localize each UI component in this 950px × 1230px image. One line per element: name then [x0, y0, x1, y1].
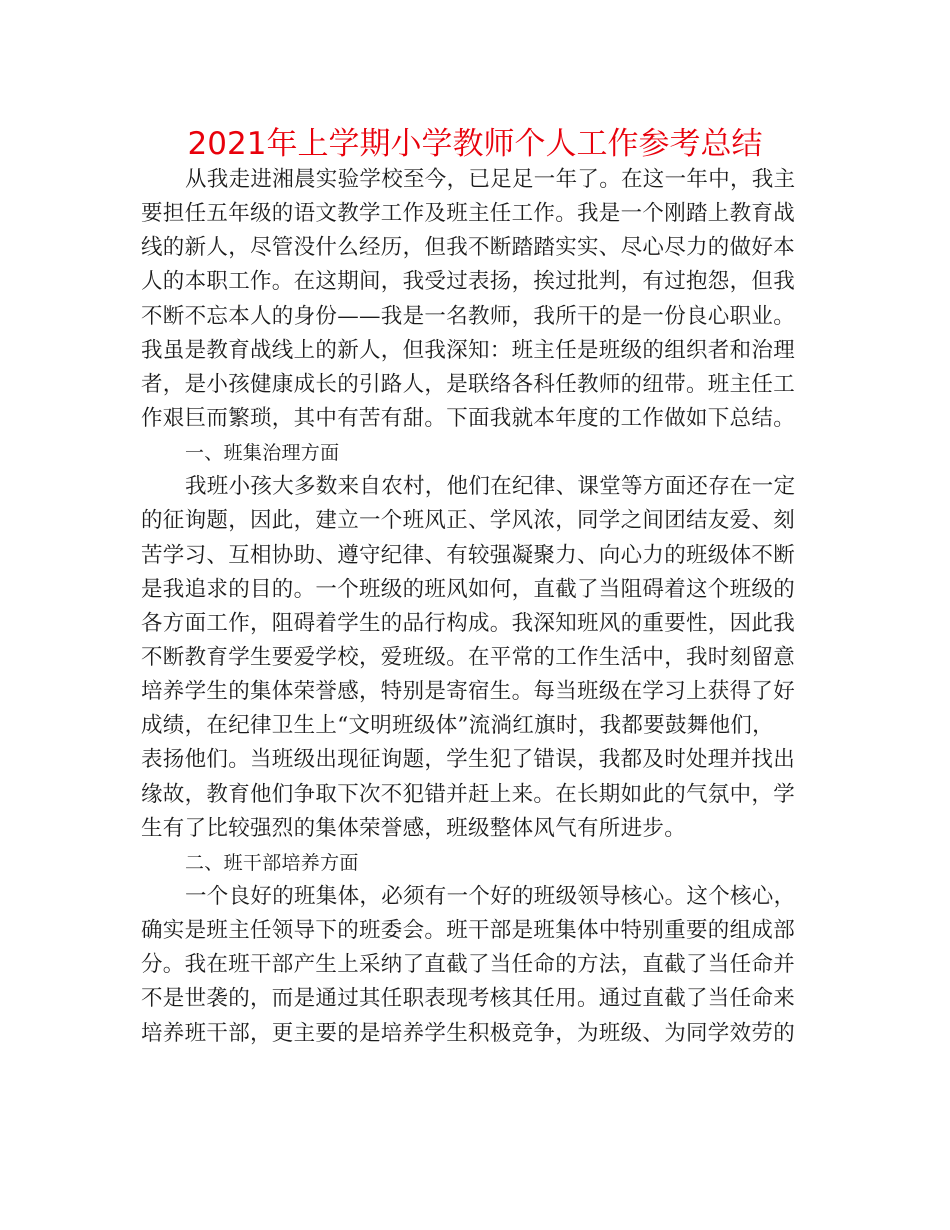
body-text-line: 作艰巨而繁琐，其中有苦有甜。下面我就本年度的工作做如下总结。: [141, 405, 796, 431]
body-text-line: 的征询题，因此，建立一个班风正、学风浓，同学之间团结友爱、刻: [141, 508, 796, 534]
section-heading: 一、班集治理方面: [185, 442, 340, 465]
body-text-line: 分。我在班干部产生上采纳了直截了当任命的方法，直截了当任命并: [141, 952, 796, 978]
body-text-line: 确实是班主任领导下的班委会。班干部是班集体中特别重要的组成部: [141, 918, 796, 944]
body-text-line: 生有了比较强烈的集体荣誉感，班级整体风气有所进步。: [141, 815, 687, 841]
body-text-line: 不是世袭的，而是通过其任职表现考核其任用。通过直截了当任命来: [141, 986, 796, 1012]
body-text-line: 各方面工作，阻碍着学生的品行构成。我深知班风的重要性，因此我: [141, 610, 796, 636]
body-text-line: 缘故，教育他们争取下次不犯错并赶上来。在长期如此的气氛中，学: [141, 781, 796, 807]
body-text-line: 不断不忘本人的身份——我是一名教师，我所干的是一份良心职业。: [141, 303, 796, 329]
body-text-line: 培养学生的集体荣誉感，特别是寄宿生。每当班级在学习上获得了好: [141, 679, 796, 705]
body-text-line: 一个良好的班集体，必须有一个好的班级领导核心。这个核心，: [185, 883, 796, 909]
body-text-line: 者，是小孩健康成长的引路人，是联络各科任教师的纽带。班主任工: [141, 371, 796, 397]
body-text-line: 成绩，在纪律卫生上“文明班级体”流淌红旗时，我都要鼓舞他们，: [141, 713, 774, 739]
body-text-line: 线的新人，尽管没什么经历，但我不断踏踏实实、尽心尽力的做好本: [141, 235, 796, 261]
body-text-line: 不断教育学生要爱学校，爱班级。在平常的工作生活中，我时刻留意: [141, 644, 796, 670]
body-text-line: 从我走进湘晨实验学校至今，已足足一年了。在这一年中，我主: [185, 167, 796, 192]
document-body: [141, 163, 821, 1051]
body-text-line: 我班小孩大多数来自农村，他们在纪律、课堂等方面还存在一定: [185, 474, 796, 500]
body-text-line: 我虽是教育战线上的新人，但我深知：班主任是班级的组织者和治理: [141, 337, 796, 363]
document-title: 2021年上学期小学教师个人工作参考总结: [187, 126, 763, 162]
body-text-line: 要担任五年级的语文教学工作及班主任工作。我是一个刚踏上教育战: [141, 201, 796, 227]
section-heading: 二、班干部培养方面: [185, 851, 359, 874]
body-text-line: 苦学习、互相协助、遵守纪律、有较强凝聚力、向心力的班级体不断: [141, 542, 796, 568]
body-text-line: 培养班干部，更主要的是培养学生积极竞争，为班级、为同学效劳的: [141, 1020, 796, 1046]
body-text-line: 表扬他们。当班级出现征询题，学生犯了错误，我都及时处理并找出: [141, 747, 796, 773]
body-text-line: 人的本职工作。在这期间，我受过表扬，挨过批判，有过抱怨，但我: [141, 269, 796, 295]
body-text-line: 是我追求的目的。一个班级的班风如何，直截了当阻碍着这个班级的: [141, 576, 796, 602]
